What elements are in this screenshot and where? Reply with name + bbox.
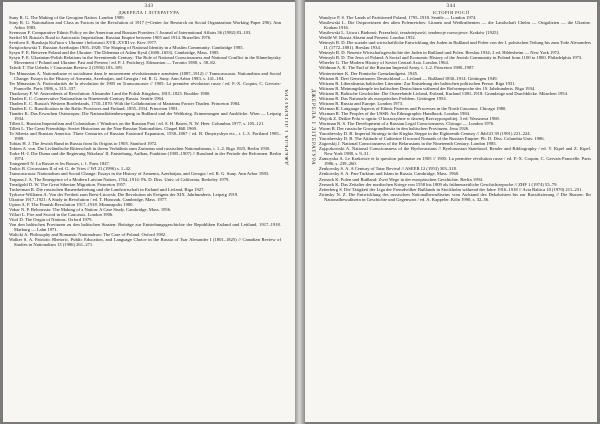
bibliography-entry: Svetlova E. Russkaja Kul'tura v Ukraine i belorussii XVII–XVIII vv. Kiev 1977.: [9, 40, 158, 46]
right-page-number: 344: [446, 4, 456, 9]
bibliography-entry: Thaden E. C. Russia's Western Borderlands, 1710–1870: With the Collaboration of Marianna Forster Thaden. Princeton 1984.: [9, 100, 241, 106]
bibliography-entry: Svensson F. Comparative Ethnic Policy on the American and Russian Frontiers // Journal of International Affairs 36 (1982) 83–103.: [9, 30, 252, 36]
bibliography-entry: Wasilewski L. Die Ostprovinzen des alten Polenreiches: Litauen und Weißruthenien — die Landschaft Chelm — Ostgalizien — die Ukraine. Krakau 1916.: [319, 20, 591, 31]
bibliography-entry: Tuckerman R. Die russischen Bauernbefreiung und die Landwirtschaft in Estland und Livland, Riga 1927.: [9, 186, 205, 192]
bibliography-entry: Zagorskij J. National Consciousness of the Belarusians in the Nineteenth Century. London 1985.: [319, 141, 497, 147]
bibliography-entry: Thaden E. C. Conservative Nationalism in Nineteenth-Century Russia. Seattle 1964.: [9, 95, 165, 101]
bibliography-entry: Wildman A. K. The End of the Russian Imperial Army, t. 1–2. Princeton 1980–1987.: [319, 65, 475, 71]
left-bibliography-list: [9, 15, 281, 420]
bibliography-entry: Weinryb B. D. Neueste Wirtschaftsgeschichte der Juden in Rußland und Polen. Breslau 1934; 2 ed. Hildesheim — New York 1972.: [319, 50, 561, 56]
bibliography-entry: Wittram R. Das Nationale als europäisches Problem. Göttingen 1954.: [319, 95, 447, 101]
bibliography-entry: Wittram R. Russia and Europe. London 1973.: [319, 100, 404, 106]
bibliography-entry: Wheeler G. The Modern History of Soviet Central Asia. London 1964.: [319, 60, 449, 66]
bibliography-entry: Yaroshevsky D. B. The Attitude of Catherine II toward Nomads of the Russian Empire: Ph. D. Diss. Columbia Univ. 1986.: [319, 136, 545, 142]
bibliography-entry: Tyrkova-Williams A. Von der Freiheit zum Brest-Litowsk: Die Revolution als Ereignis der XIX. Jahrhunderts. Leipzig 1919.: [9, 191, 239, 197]
bibliography-entry: Wixman R. The Peoples of the USSR: An Ethnographic Handbook. London 1984.: [319, 110, 471, 116]
left-page-number: 343: [144, 4, 154, 9]
bibliography-entry: Zenkovsky S. A. Pan-Turkism and Islam in Russia. Cambridge, Mass. 1960.: [319, 171, 460, 177]
bibliography-entry: Zetterberg S. Die Tätigkeit der Liga der Fremdvölker Rußlands in Stockholm während der Jahre 1916–1918 // Acta Baltica 10 (1970) 211–231.: [319, 186, 583, 192]
bibliography-entry: Von den baltischen Provinzen zu den baltischen Staaten: Beiträge zur Entstehungsgeschichte der Republiken Estland und Lettland, 1917–1918. Marburg — Lahn 1971.: [9, 221, 281, 232]
bibliography-entry: Wurm R. Der russische Grossgrundbesitz in den baltischen Provinzen. Jena 1926.: [319, 126, 470, 132]
bibliography-entry: Tillett L. Russian Imperialism and Colonialism // Windows on the Russian Past / ed. S. H. Baron, N. W. Heer. Columbus 1977, s. 105–121.: [9, 120, 265, 126]
bibliography-entry: Wittram R. Liberalismus baltischer Literaten: Zur Entstehung der baltischen politischen Presse. Riga 1931.: [319, 80, 516, 86]
book-gutter: [295, 0, 305, 424]
bibliography-entry: Świętochowski T. Russian Azerbaijan 1905–1920: The Shaping of National Identity in a Muslim Community. Cambridge 1985.: [9, 45, 244, 51]
bibliography-entry: Thaden E. C. Russification in the Baltic Provinces and Finland, 1855–1914. Princeton 1981.: [9, 105, 179, 111]
bibliography-entry: Walker S. A. Patriotic Rhetoric, Public Education, and Language Choice in the Russia of Tsar Alexander I (1801–1825) // Canadian Review of Studies in Nationalism 13 (1986) 261–271.: [9, 237, 281, 248]
bibliography-entry: Suny R. G. The Making of the Georgian Nation. London 1989.: [9, 15, 125, 20]
right-side-label: ДЖЕРЕЛА І ЛІТЕРАТУРА: [310, 88, 315, 166]
bibliography-entry: Torke H.-J. Die Duma und die Regierung Nikolaus' II. Entstehung, Aufbau, Funktion (1905–1907) // Russland in der Periode der Reformen. Berlin 1974.: [9, 151, 281, 162]
bibliography-entry: Zernack K. Polen und Rußland: Zwei Wege in der europäischen Geschichte. Berlin 1994.: [319, 176, 484, 182]
bibliography-entry: Tiander K. Das Erwachen Osteuropas: Die Nationalitätenbewegung in Rußland und der Weltkrieg. Erinnerungen und Ausblicke. Wien — Leipzig 1934.: [9, 110, 281, 121]
bibliography-entry: Ukraine 1917–1921: A Study in Revolution / ed. T. Hunczak. Cambridge, Mass. 1977.: [9, 196, 168, 202]
bibliography-entry: Weinryb B. D. The Jews of Poland: A Social and Economic History of the Jewish Community in Poland from 1100 to 1800. Philadelphia 1973.: [319, 55, 583, 61]
bibliography-entry: Yaroshevsky D. B. Imperial Strategy in the Kirghiz Steppe in the Eighteenth Century // JbbGO 39 (1991) 221–224.: [319, 131, 531, 137]
bibliography-entry: Tafoik T. The Uzbeks // Caucasian Review 2 (1956) 103–109.: [9, 65, 123, 71]
bibliography-entry: Transcaucasia: Nationalism and Social Change: Essays in the History of Armenia, Azerbaijan, and Georgia / ed. R. G. Suny. Ann Arbor 1983.: [9, 171, 270, 177]
bibliography-entry: Wixman R. Language Aspects of Ethnic Patterns and Processes in the North Caucasus. Chicago 1980.: [319, 105, 507, 111]
bibliography-entry: Suny R. G. Nationalism and Class as Factors in the Revolution of 1917 (=Center for Research on Social Organization Working Paper 296). Ann Arbor 1983.: [9, 20, 281, 31]
bibliography-entry: Thackeray F. W. Antecedents of Revolution: Alexander I and the Polish Kingdom, 1815–1825. Boulder 1980.: [9, 90, 211, 96]
bibliography-entry: Treadgold D. W. The Great Siberian Migration. Princeton 1957.: [9, 181, 127, 187]
bibliography-entry: Vakar N. P. Belorussia: The Making of a Nation: A Case Study. Cambridge, Mass. 1956.: [9, 206, 172, 212]
bibliography-entry: Tobien A. von. Die Livländische Ritterschaft in ihrem Verhältnis zum Zarismus und russischen Nationalismus, t. 1–2. Riga 1925, Berlin 1930.: [9, 146, 271, 152]
bibliography-entry: Sysyn F. E. Between Poland and the Ukraine: The Dilemma of Adam Kysil (1600–1653). Cambridge, Mass. 1985.: [9, 50, 220, 56]
bibliography-entry: Wandycz P. S. The Lands of Partitioned Poland, 1795–1918. Seattle — London 1974.: [319, 15, 477, 20]
right-page: [305, 2, 597, 422]
bibliography-entry: Walicki A. Philosophy and Romantic Nationalism: The Case of Poland. Oxford 1982.: [9, 232, 167, 238]
bibliography-entry: Szeftel M. Russia's Road to Autocratic Imperialism: Russian Empire between 1905 and 1914. Bruxelles 1976.: [9, 35, 212, 41]
bibliography-entry: Zamoyska A. Le Krakowie et la question polonaise en 1905 // 1905: La première révolution russe / ed. F.-X. Coquin, C. Gervais-Francelle. Paris 1986, s. 239–260.: [319, 156, 591, 167]
bibliography-entry: Ter Minassian A. Nationalisme et socialisme dans le mouvement révolutionnaire arménien (1887–1912) // Transcaucasia: Nationalism and Social Change: Essays in the History of Armenia, Azerbaijan, and Georgia / ed. R. G. Suny. Ann Arbor 1983, s. 141–184.: [9, 70, 281, 81]
bibliography-entry: Wintersteiner K. Der Finnische Grenzlandgeist. 1945.: [319, 70, 419, 76]
bibliography-entry: Wasilewski L. Litwa i Białoruś: Przeszłość, teraźniejszość, tendencje rozwojowe. Kraków [1925].: [319, 30, 500, 36]
bibliography-entry: Ter Minassian A. Particularités de la révolution de 1905 en Transcaucasie // 1905: La première révolution russe / ed. F.-X. Coquin, C. Gervais-Francelle. Paris 1986, s. 315–337.: [9, 80, 281, 91]
bibliography-entry: Weidlé W. Russia Absent and Present. London 1952.: [319, 35, 416, 41]
bibliography-entry: Villari L. Fire and Sword in the Caucasus. London 1906.: [9, 211, 114, 217]
bibliography-entry: Zajączkowski A. National Consciousness of the Byelorussians // Byelorussian Statehood. Reader and Bibliography / ed. V. Kipel and Z. Kipel. New York 1988, s. 9–31.: [319, 146, 591, 157]
bibliography-entry: Trapans J. A. The Emergence of a Modern Latvian Nation, 1764–1914: Ph. D. Diss. Univ. of California, Berkeley 1979.: [9, 176, 230, 182]
left-side-label: ДЖЕРЕЛА І ЛІТЕРАТУРА: [285, 88, 290, 166]
bibliography-entry: Wittram R. Baltische Geschichte: Die Ostseelande Livland, Estland, Kurland 1180–1918: Grundzüge und Durchblicke. München 1954.: [319, 90, 569, 96]
right-running-head: ІСТОРІЯ РОСІЇ: [432, 10, 470, 15]
bibliography-entry: Weinryb B. D. Die soziale und wirtschaftliche Entwicklung der Juden in Rußland und Polen von der I. polnischen Teilung bis zum Tode Alexanders II. (1772–1881). Breslau 1934.: [319, 40, 591, 51]
bibliography-entry: Tillett L. The Great Friendship: Soviet Historians on the Non-Russian Nationalities. Chapel Hill 1969.: [9, 126, 198, 132]
bibliography-entry: Zirinsky N. Z. Die Entwicklung des russischen Nationalbewußtseins vom Aufstand des Dekabristen bis zur Russifizierung // Die Russen: Ihr Nationalbewußtsein in Geschichte und Gegenwart / ed. A. Kappeler. Köln 1990, s. 32–56.: [319, 191, 591, 202]
bibliography-entry: Zenkovsky S. A. A Century of Tatar Revival // ASEER 12 (1953) 303–318.: [319, 166, 458, 172]
left-page: [3, 2, 295, 422]
bibliography-entry: Zernack K. Das Zeitalter der nordischen Kriege von 1558 bis 1809 als frühneuzeitliche Geschichtsepoche // ZHF 1 (1974) 55–79.: [319, 181, 558, 187]
bibliography-entry: Wittram R. Drei Generationen: Deutschland — Livland — Rußland 1830–1914. Göttingen 1949.: [319, 75, 498, 81]
bibliography-entry: Wojcik Z. Dzikie Pola w ogniu: O kozaczyźnie w dawnej Rzeczypospolitej. 3 ed. Warszawa 1968.: [319, 115, 500, 121]
bibliography-entry: Vitol D. The Origin of Nations. Oxford 1979.: [9, 216, 93, 222]
right-bibliography-list: [319, 15, 591, 420]
bibliography-entry: Wortman R. S. The Development of a Russian Legal Consciousness. Chicago — London 1976.: [319, 120, 495, 126]
bibliography-entry: Wittram R. Meinungskämpfe im baltischen Deutschtum während der Reformepoche des 19. Jahrhunderts. Riga 1934.: [319, 85, 536, 91]
bibliography-entry: To Siberia and Russian America: Three Centuries of Russian Eastward Expansion, 1558–1867 / ed. B. Dmytryshyn etc., t. 1–3. Portland 1985–1989.: [9, 131, 281, 142]
bibliography-entry: Sysyn F. E. Ukrainian-Polish Relations in the Seventeenth Century: The Role of National Consciousness and National Conflict in the Khmelnytsky Movement // Poland and Ukraine: Past and Present / ed. P. J. Potichnyj. Edmonton — Toronto 1980, s. 58–82.: [9, 55, 281, 66]
left-running-head: ДЖЕРЕЛА І ЛІТЕРАТУРА: [118, 10, 180, 15]
bibliography-entry: Tourgeneff N. La Russie et les Russes, t. 1. Paris 1847.: [9, 161, 110, 167]
bibliography-entry: Upton A. F. The Finnish Revolution 1917–1918. Minneapolis 1980.: [9, 201, 134, 207]
bibliography-entry: Trakic R. Circassians II of ed. G. de Vries // WI 21 (1996) s. 1–42.: [9, 166, 132, 172]
bibliography-entry: Tobias H. J. The Jewish Bund in Russia from Its Origins to 1905. Stanford 1972.: [9, 141, 158, 147]
